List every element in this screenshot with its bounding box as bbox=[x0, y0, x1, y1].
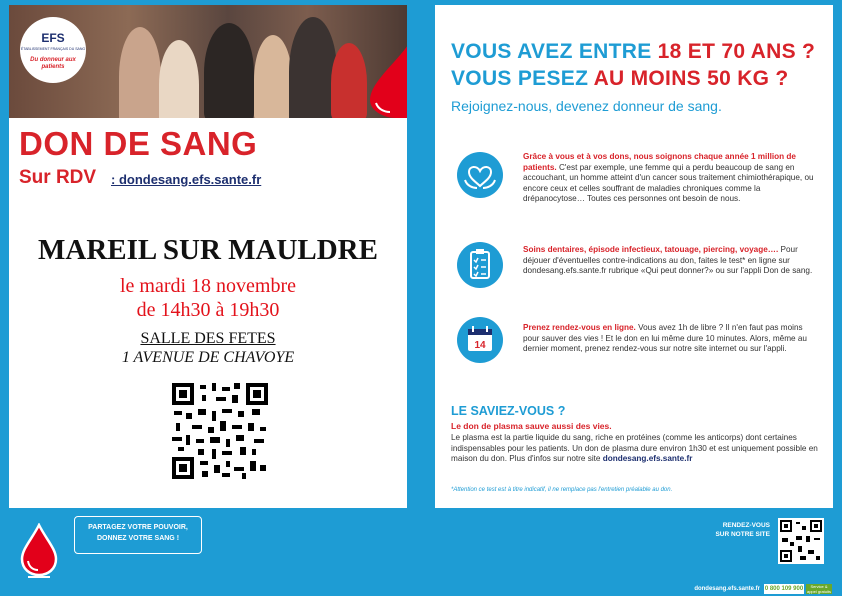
blood-drop-bottom-icon bbox=[18, 523, 60, 579]
phone-number[interactable]: 0 800 109 900 bbox=[764, 586, 804, 592]
weight-question-min: AU MOINS 50 KG ? bbox=[593, 67, 789, 90]
calendar-day: 14 bbox=[474, 340, 486, 351]
age-question-prefix: VOUS AVEZ ENTRE bbox=[451, 40, 658, 63]
left-poster bbox=[9, 5, 407, 508]
plasma-website-link[interactable]: dondesang.efs.sante.fr bbox=[602, 454, 693, 463]
blood-drop-icon bbox=[364, 45, 407, 118]
donors-photo bbox=[9, 5, 407, 118]
qr-code-icon[interactable] bbox=[172, 383, 268, 479]
efs-logo-tagline: Du donneur aux patients bbox=[30, 57, 76, 70]
info-block-contraindications bbox=[523, 245, 819, 277]
info-block-patients-text: C'est par exemple, une femme qui a perdu beaucoup de sang en accouchant, un homme atteint d'un cancer sous traitement chimiothérapique, ou encore ceux et celles souffrant de maladies chroniques comme la drépanocytose… Toutes ces personnes ont besoin de nous. bbox=[523, 162, 814, 203]
info-block-appointment-text: Vous avez 1h de libre ? Il n'en faut pas moins pour sauver des vies ! Et le don en lui même dure 10 minutes. Alors, même au dernier moment, prenez rendez-vous sur notre site internet ou sur l'appli. bbox=[523, 323, 807, 353]
rendez-vous-line1: RENDEZ-VOUS bbox=[722, 522, 770, 529]
plasma-title: Le don de plasma sauve aussi des vies. bbox=[451, 421, 612, 431]
join-call-to-action: Rejoignez-nous, devenez donneur de sang. bbox=[451, 98, 722, 114]
share-slogan-box bbox=[74, 516, 202, 554]
weight-question-prefix: VOUS PESEZ bbox=[451, 67, 594, 90]
heart-hands-icon bbox=[457, 152, 503, 198]
age-question bbox=[451, 40, 815, 64]
plasma-text bbox=[451, 433, 821, 465]
info-block-patients bbox=[523, 152, 819, 205]
free-call-badge: Service & appel gratuits bbox=[806, 584, 831, 594]
rdv-website-link[interactable]: : dondesang.efs.sante.fr bbox=[111, 172, 262, 187]
efs-logo-fullname: ÉTABLISSEMENT FRANÇAIS DU SANG bbox=[20, 47, 86, 51]
info-block-appointment-lead: Prenez rendez-vous en ligne. bbox=[523, 323, 636, 332]
efs-logo bbox=[20, 17, 86, 83]
info-block-appointment bbox=[523, 323, 819, 355]
plasma-text-body: Le plasma est la partie liquide du sang, riche en protéines (comme les anticorps) dont certaines indispensables pour les patients. Un don de plasma dure environ 1h30 et est uniquement possible en maison du don. Plus d'infos sur notre site bbox=[451, 433, 818, 463]
town-name: MAREIL SUR MAULDRE bbox=[38, 234, 378, 266]
right-poster bbox=[435, 5, 833, 508]
info-block-contraindications-text: Pour déjouer d'éventuelles contre-indications au don, faites le test* en ligne sur dondesang.efs.sante.fr rubrique «Qui peut donner?» ou sur l'appli Don de sang. bbox=[523, 245, 813, 275]
age-question-range: 18 ET 70 ANS ? bbox=[657, 40, 816, 63]
share-slogan-line1: PARTAGEZ VOTRE POUVOIR, bbox=[88, 524, 188, 531]
footnote: *Attention ce test est à titre indicatif, il ne remplace pas l'entretien préalable au don. bbox=[451, 487, 673, 493]
event-venue: SALLE DES FETES bbox=[140, 330, 276, 347]
bottom-website-link[interactable]: dondesang.efs.sante.fr bbox=[694, 586, 760, 592]
info-block-patients-lead: Grâce à vous et à vos dons, nous soignons chaque année 1 million de patients. bbox=[523, 152, 796, 172]
event-address: 1 AVENUE DE CHAVOYE bbox=[121, 349, 295, 366]
rdv-label: Sur RDV bbox=[19, 167, 97, 188]
did-you-know-title: LE SAVIEZ-VOUS ? bbox=[451, 404, 566, 418]
share-slogan-line2: DONNEZ VOTRE SANG ! bbox=[96, 535, 180, 542]
rendez-vous-line2: SUR NOTRE SITE bbox=[715, 531, 770, 538]
poster-title: DON DE SANG bbox=[19, 125, 258, 162]
checklist-icon bbox=[457, 242, 503, 288]
calendar-icon bbox=[457, 317, 503, 363]
qr-code-bottom-icon[interactable] bbox=[778, 518, 824, 564]
efs-logo-name: EFS bbox=[41, 31, 65, 45]
event-time: de 14h30 à 19h30 bbox=[136, 299, 280, 321]
event-date: le mardi 18 novembre bbox=[119, 275, 297, 297]
info-block-contraindications-lead: Soins dentaires, épisode infectieux, tatouage, piercing, voyage…. bbox=[523, 245, 779, 254]
weight-question bbox=[451, 67, 789, 91]
